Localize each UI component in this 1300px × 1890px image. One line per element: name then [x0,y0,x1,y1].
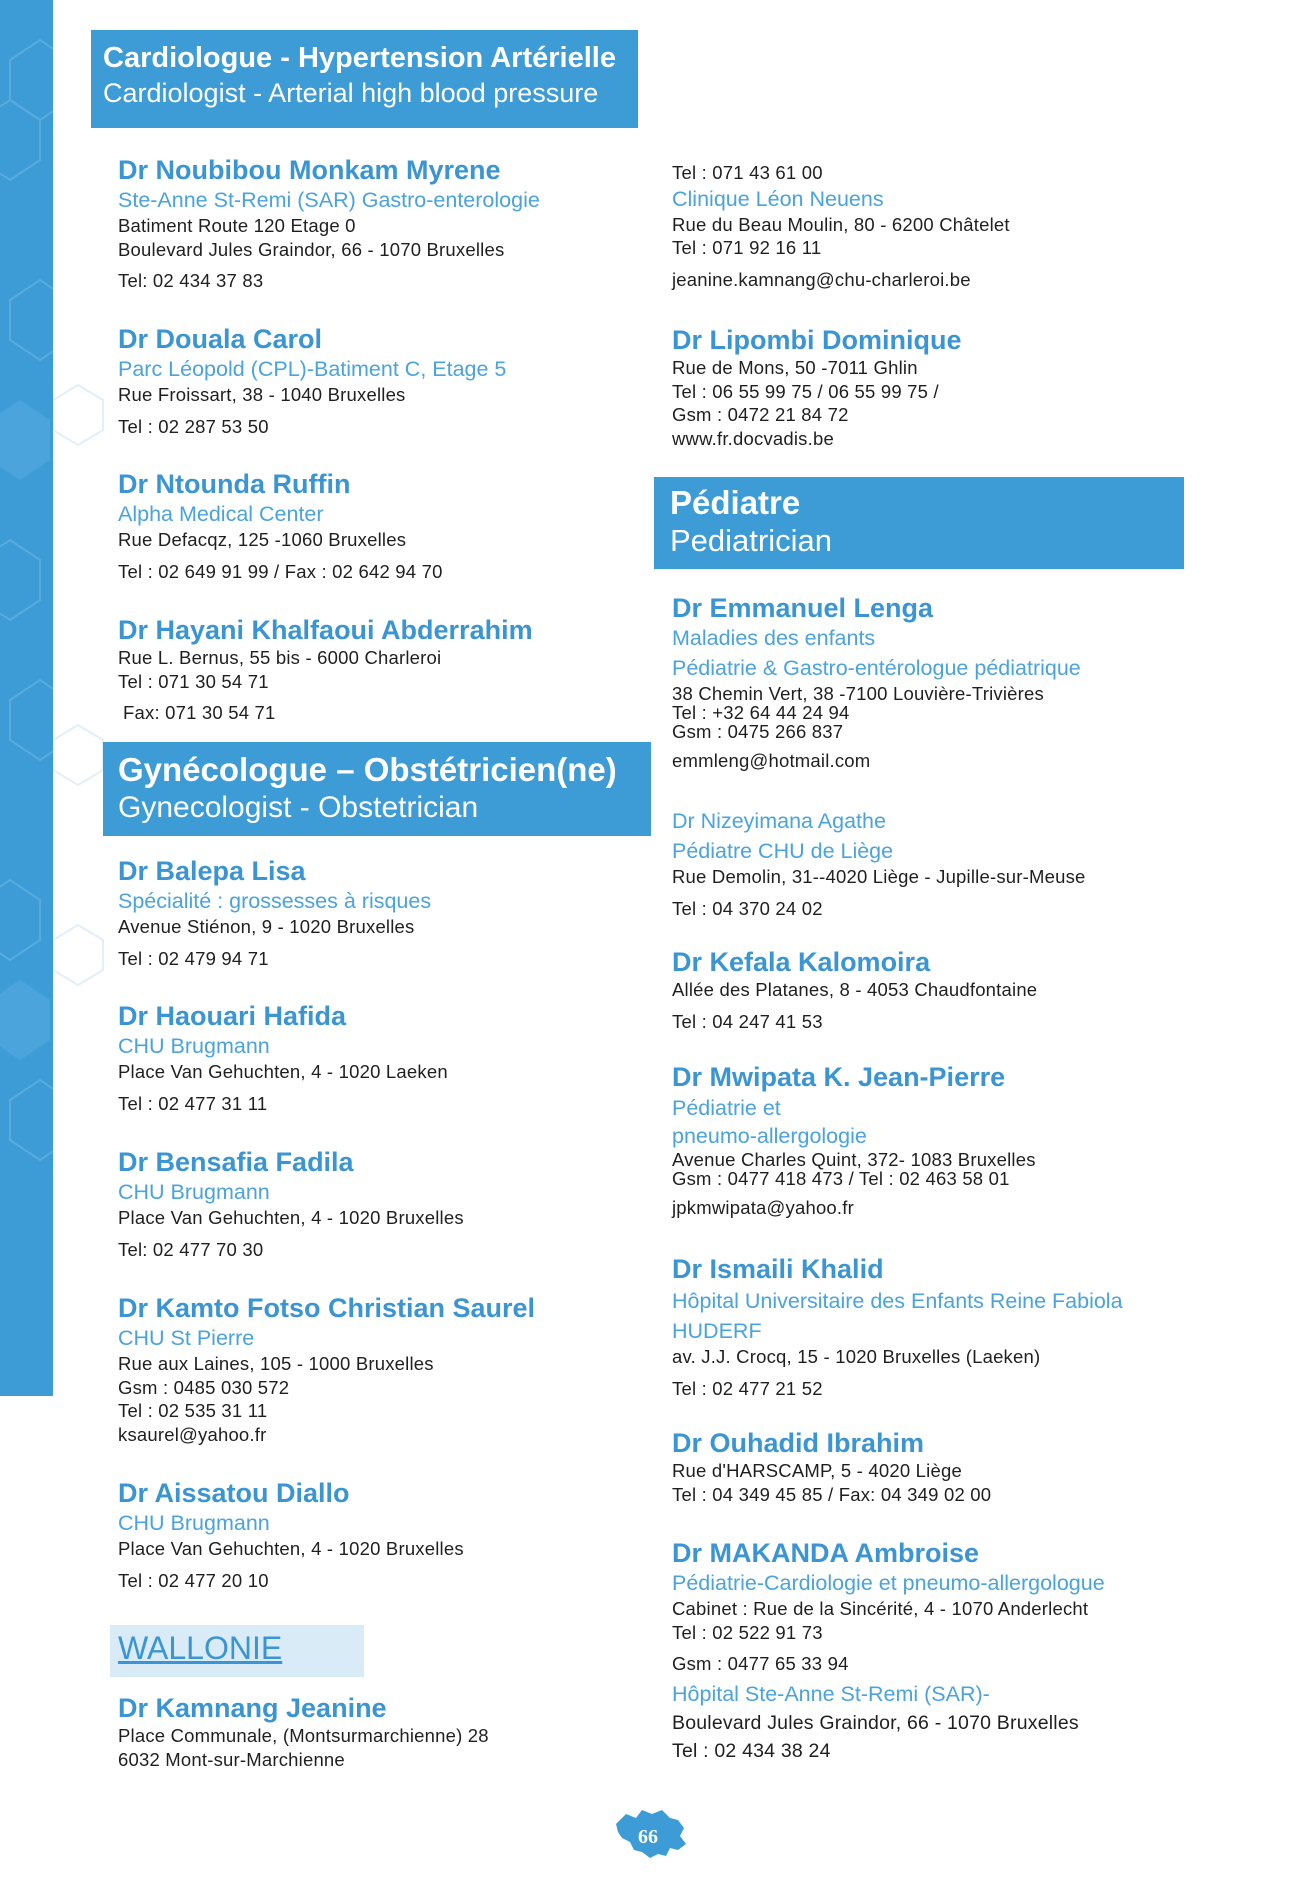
doctor-affiliation: pneumo-allergologie [672,1124,867,1148]
fax-line: Fax: 071 30 54 71 [123,702,276,723]
section-banner-pediatre [654,477,1184,569]
doctor-affiliation: Clinique Léon Neuens [672,186,884,211]
doctor-entry [672,946,1037,1033]
doctor-affiliation: Hôpital Universitaire des Enfants Reine Fabiola [672,1289,1123,1313]
email-line: ksaurel@yahoo.fr [118,1423,267,1445]
address-line: Place Communale, (Montsurmarchienne) 28 [118,1725,489,1746]
doctor-name: Dr MAKANDA Ambroise [672,1538,980,1568]
doctor-name: Dr Haouari Hafida [118,1001,347,1031]
doctor-name: Dr Kefala Kalomoira [672,947,931,977]
address-line: 38 Chemin Vert, 38 -7100 Louvière-Trivières [672,683,1044,704]
address-line: Cabinet : Rue de la Sincérité, 4 - 1070 Anderlecht [672,1598,1089,1619]
phone-line: Tel : 02 434 38 24 [672,1739,831,1762]
doctor-affiliation: Ste-Anne St-Remi (SAR) Gastro-enterologie [118,188,540,212]
doctor-affiliation: Parc Léopold (CPL)-Batiment C, Etage 5 [118,357,507,381]
doctor-entry [118,855,431,970]
doctor-name: Dr Balepa Lisa [118,856,306,886]
phone-line: Tel : 06 55 99 75 / 06 55 99 75 / [672,380,939,402]
mobile-line: Gsm : 0477 65 33 94 [672,1653,849,1674]
phone-line: Tel : 071 30 54 71 [118,670,269,692]
doctor-entry [118,1292,535,1446]
doctor-affiliation: CHU Brugmann [118,1511,270,1535]
phone-line: Tel : 02 535 31 11 [118,1400,268,1421]
doctor-entry [672,1537,1105,1764]
doctor-affiliation: Spécialité : grossesses à risques [118,889,432,913]
doctor-name: Dr Nizeyimana Agathe [672,809,886,833]
doctor-name: Dr Ouhadid Ibrahim [672,1428,925,1458]
doctor-name: Dr Kamto Fotso Christian Saurel [118,1293,536,1323]
section-subtitle: Cardiologist - Arterial high blood pressure [103,78,599,108]
address-line: Place Van Gehuchten, 4 - 1020 Bruxelles [118,1538,464,1559]
doctor-affiliation: CHU St Pierre [118,1326,255,1350]
mobile-line: Gsm : 0472 21 84 72 [672,404,849,425]
section-subtitle: Pediatrician [670,523,832,558]
doctor-affiliation: Pédiatre CHU de Liège [672,839,894,863]
section-title: Cardiologue - Hypertension Artérielle [103,42,616,74]
doctor-entry [118,1000,448,1115]
email-line: jpkmwipata@yahoo.fr [672,1197,854,1218]
email-line: jeanine.kamnang@chu-charleroi.be [672,268,971,290]
phone-line: Tel : 02 522 91 73 [672,1621,823,1643]
phone-line: Tel : 071 43 61 00 [672,162,823,183]
address-line: Allée des Platanes, 8 - 4053 Chaudfontaine [672,979,1038,1000]
region-heading-wallonie [110,1625,364,1677]
doctor-entry [672,324,962,450]
doctor-name: Dr Douala Carol [118,324,323,354]
website-line: www.fr.docvadis.be [672,427,834,449]
faint-hexagon-icon [53,300,113,1100]
phone-line: Tel : 02 649 91 99 / Fax : 02 642 94 70 [118,560,443,582]
phone-line: Tel : 02 287 53 50 [118,415,269,437]
mobile-line: Gsm : 0475 266 837 [672,721,844,742]
phone-line: Tel : 071 92 16 11 [672,237,822,258]
doctor-affiliation: CHU Brugmann [118,1180,270,1204]
doctor-name: Dr Lipombi Dominique [672,325,962,355]
phone-line: Tel: 02 477 70 30 [118,1238,264,1260]
address-line: Rue d'HARSCAMP, 5 - 4020 Liège [672,1460,962,1481]
address-line: Boulevard Jules Graindor, 66 - 1070 Bruxelles [118,238,505,260]
doctor-entry [672,1253,1123,1400]
address-line: Rue aux Laines, 105 - 1000 Bruxelles [118,1353,434,1374]
address-line: Place Van Gehuchten, 4 - 1020 Bruxelles [118,1207,464,1228]
doctor-affiliation: CHU Brugmann [118,1034,270,1058]
doctor-name: Dr Bensafia Fadila [118,1147,354,1177]
phone-line: Tel: 02 434 37 83 [118,270,264,291]
address-line: Rue du Beau Moulin, 80 - 6200 Châtelet [672,213,1010,235]
address-line: Avenue Stiénon, 9 - 1020 Bruxelles [118,916,415,937]
phone-line: Tel : 02 479 94 71 [118,947,269,969]
doctor-affiliation: Pédiatrie et [672,1096,781,1120]
doctor-entry [118,323,506,438]
doctor-name: Dr Ntounda Ruffin [118,469,351,499]
doctor-name: Dr Kamnang Jeanine [118,1693,387,1723]
doctor-affiliation: Pédiatrie-Cardiologie et pneumo-allergologue [672,1571,1105,1595]
hexagon-pattern-icon [0,0,53,1396]
doctor-name: Dr Ismaili Khalid [672,1254,884,1284]
address-line: Batiment Route 120 Etage 0 [118,215,356,236]
region-label: WALLONIE [118,1630,283,1666]
doctor-affiliation: Pédiatrie & Gastro-entérologue pédiatrique [672,656,1081,680]
doctor-entry [672,806,1086,920]
doctor-entry [672,592,1081,773]
section-banner-gynecologue [103,742,651,836]
page-number-badge [612,1804,692,1860]
address-line: Rue L. Bernus, 55 bis - 6000 Charleroi [118,647,442,668]
doctor-entry [118,614,533,725]
decorative-sidebar [0,0,53,1396]
doctor-name: Dr Emmanuel Lenga [672,593,934,623]
doctor-name: Dr Noubibou Monkam Myrene [118,155,501,185]
address-line: Rue de Mons, 50 -7011 Ghlin [672,357,918,378]
page-number: 66 [638,1826,658,1848]
address-line: Avenue Charles Quint, 372- 1083 Bruxelles [672,1149,1036,1170]
doctor-affiliation: Maladies des enfants [672,626,876,650]
email-line: emmleng@hotmail.com [672,750,871,771]
doctor-entry [672,1427,991,1506]
doctor-entry [118,468,443,583]
phone-line: Gsm : 0477 418 473 / Tel : 02 463 58 01 [672,1168,1010,1189]
phone-line: Tel : 04 247 41 53 [672,1010,823,1032]
phone-line: Tel : 02 477 31 11 [118,1092,268,1114]
phone-line: Tel : 04 370 24 02 [672,897,823,919]
phone-line: Tel : 04 349 45 85 / Fax: 04 349 02 00 [672,1483,992,1505]
doctor-entry [118,154,540,293]
section-banner-cardiologue [91,30,638,128]
doctor-entry [672,1061,1036,1220]
address-line: Place Van Gehuchten, 4 - 1020 Laeken [118,1061,448,1082]
section-subtitle: Gynecologist - Obstetrician [118,791,479,824]
address-line: Rue Demolin, 31--4020 Liège - Jupille-sur-Meuse [672,866,1086,887]
doctor-affiliation: Hôpital Ste-Anne St-Remi (SAR)- [672,1681,990,1706]
phone-line: Tel : +32 64 44 24 94 [672,702,850,723]
doctor-affiliation: HUDERF [672,1319,762,1343]
doctor-name: Dr Aissatou Diallo [118,1478,350,1508]
phone-line: Tel : 02 477 20 10 [118,1569,269,1591]
doctor-name: Dr Hayani Khalfaoui Abderrahim [118,615,533,645]
doctor-entry [118,1692,489,1771]
mobile-line: Gsm : 0485 030 572 [118,1376,290,1398]
section-title: Gynécologue – Obstétricien(ne) [118,751,617,788]
doctor-entry [118,1477,464,1592]
phone-line: Tel : 02 477 21 52 [672,1377,823,1399]
address-line: Rue Defacqz, 125 -1060 Bruxelles [118,529,407,550]
address-line: 6032 Mont-sur-Marchienne [118,1748,345,1770]
doctor-name: Dr Mwipata K. Jean-Pierre [672,1062,1006,1092]
doctor-affiliation: Alpha Medical Center [118,502,324,526]
address-line: Boulevard Jules Graindor, 66 - 1070 Bruxelles [672,1711,1079,1734]
address-line: av. J.J. Crocq, 15 - 1020 Bruxelles (Laeken) [672,1346,1041,1367]
address-line: Rue Froissart, 38 - 1040 Bruxelles [118,384,406,405]
section-title: Pédiatre [670,484,801,521]
doctor-entry [118,1146,464,1261]
doctor-entry-continued [672,161,1010,291]
